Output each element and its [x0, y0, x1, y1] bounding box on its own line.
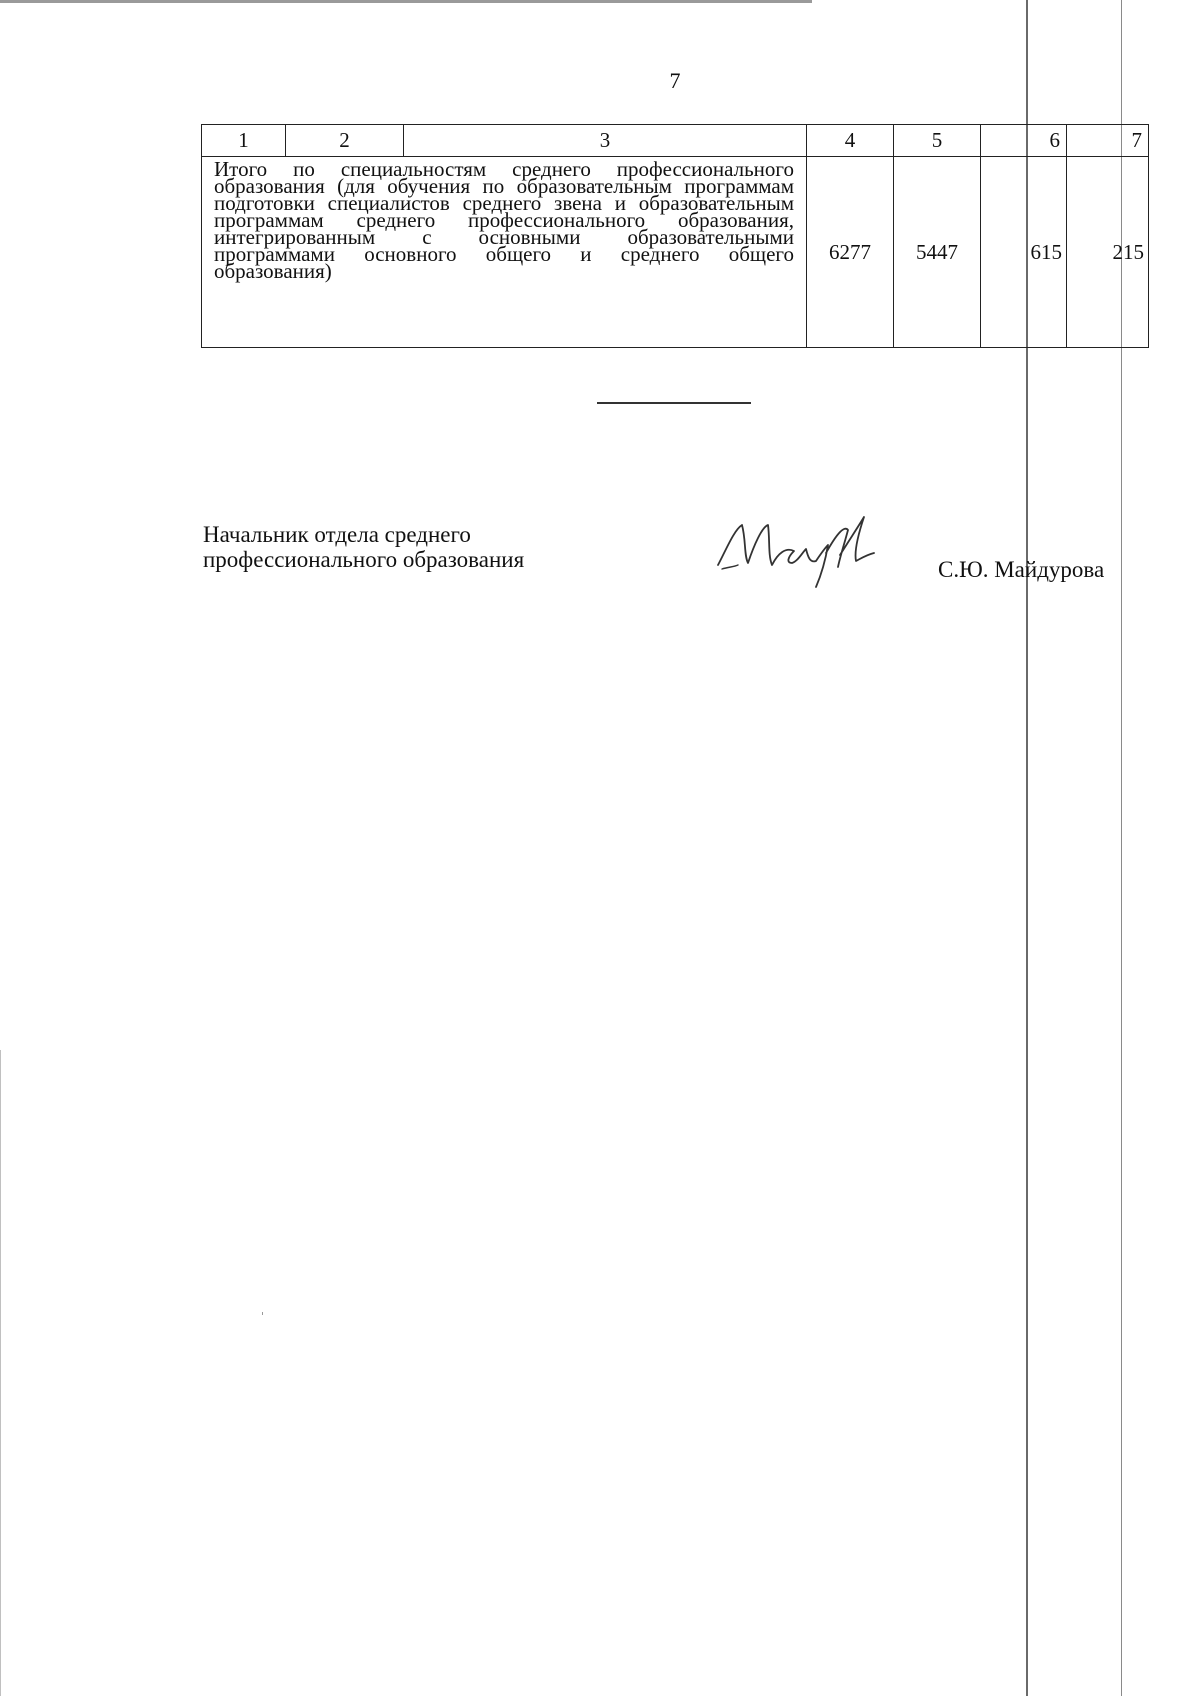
row-description: Итого по специальностям среднего профессионального образования (для обучения по образовательным программам подготовки специалистов среднего звена и образовательным программам среднего профессионального образования, интегрированным с основными образовательными программами основного общего и среднего общего образования) — [202, 157, 807, 348]
signer-name: С.Ю. Майдурова — [938, 557, 1105, 582]
column-header: 6 — [981, 125, 1067, 157]
page-number: 7 — [669, 68, 681, 93]
value-col6: 615 — [981, 157, 1067, 348]
column-header: 2 — [286, 125, 404, 157]
signer-position-line1: Начальник отдела среднего — [203, 522, 471, 547]
column-header: 7 — [1067, 125, 1149, 157]
scan-edge-left — [0, 1050, 1, 1696]
scan-speck — [262, 1312, 263, 1315]
value-col4: 6277 — [807, 157, 894, 348]
separator-rule — [597, 402, 751, 404]
column-header: 4 — [807, 125, 894, 157]
table-header-row — [202, 125, 1149, 157]
scan-edge-top — [0, 0, 812, 3]
value-col5: 5447 — [894, 157, 981, 348]
totals-table — [201, 124, 1149, 348]
value-col7: 215 — [1067, 157, 1149, 348]
column-header: 5 — [894, 125, 981, 157]
signer-position-line2: профессионального образования — [203, 547, 525, 572]
column-header: 3 — [404, 125, 807, 157]
table-row — [202, 157, 1149, 348]
column-header: 1 — [202, 125, 286, 157]
handwritten-signature — [708, 495, 908, 595]
signer-position — [203, 522, 524, 572]
